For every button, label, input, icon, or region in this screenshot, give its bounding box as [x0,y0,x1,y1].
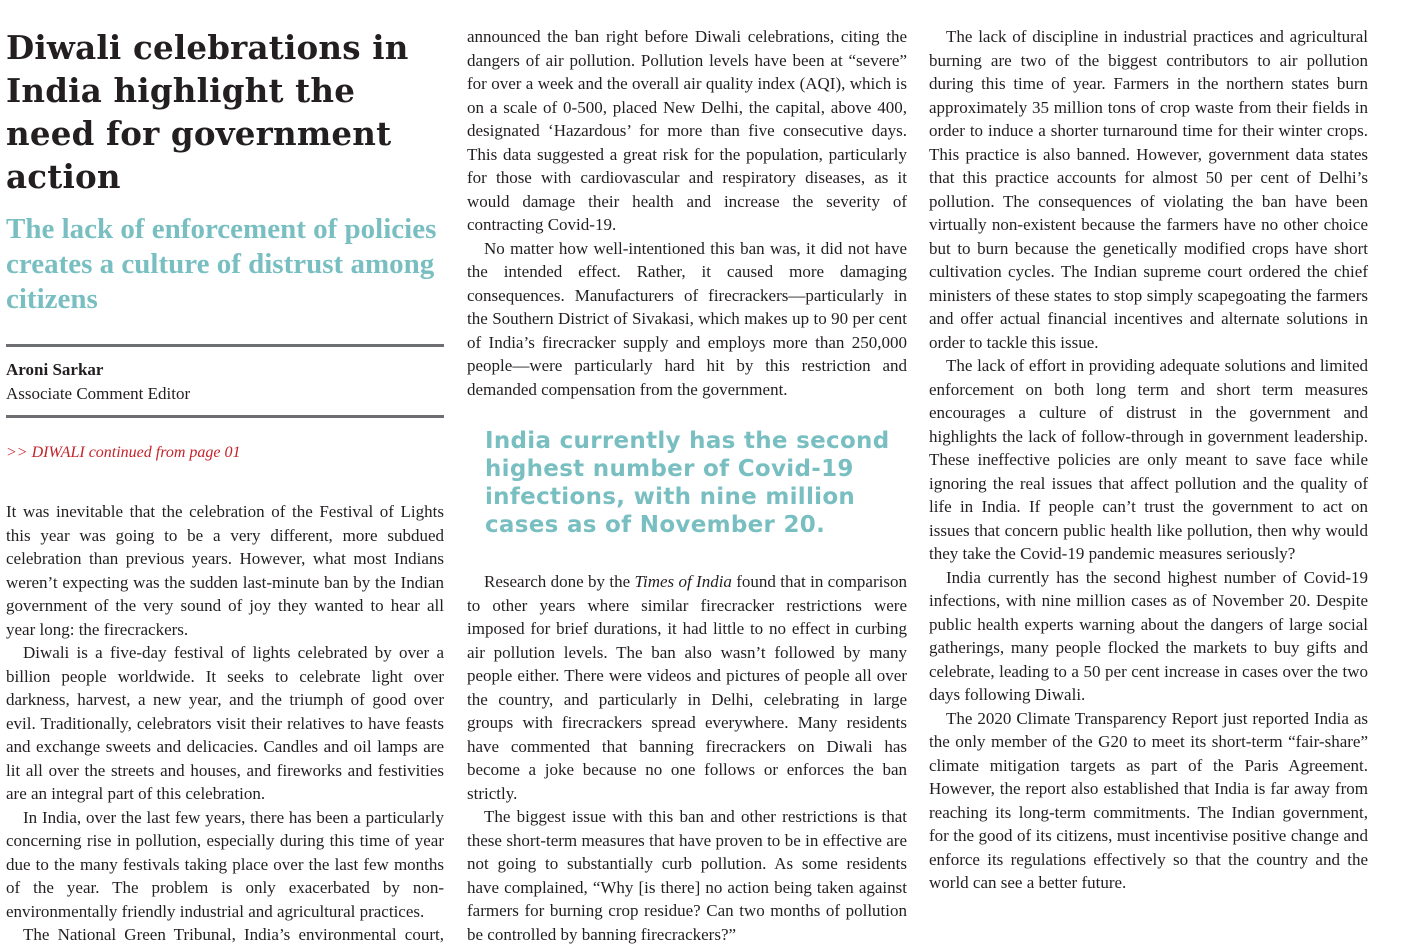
author-name: Aroni Sarkar [6,360,104,379]
divider-bottom [6,415,444,418]
column-2 [467,0,907,946]
author-title: Associate Comment Editor [6,383,191,403]
body-paragraph [467,570,907,805]
body-paragraph: The biggest issue with this ban and other restrictions is that these short-term measures that have proven to be in effective are not going to substantially curb pollution. As some residents have complained, “Why [is there] no action being taken against farmers for burning crop residue? Can two months of pollution be controlled by banning firecrackers?” [467,807,907,944]
headline: Diwali celebrations in India highlight the need for government action [6,28,409,196]
byline [6,358,444,405]
research-text-start: Research done by the [484,572,635,591]
publication-name: Times of India [634,572,732,591]
pull-quote: India currently has the second highest number of Covid-19 infections, with nine million cases as of November 20. [485,428,890,538]
body-paragraph: India currently has the second highest number of Covid-19 infections, with nine million cases as of November 20. Despite public health experts warning about the dangers of large social gatherings, many people flocked the markets to buy gifts and celebrate, leading to a 50 per cent increase in cases over the two days following Diwali. [929,567,1368,704]
body-paragraph: announced the ban right before Diwali celebrations, citing the dangers of air pollution. Pollution levels have been at “severe” for over a week and the overall air quality index (AQI), which is on a scale of 0-500, placed New Delhi, the capital, above 400, designated ‘Hazardous’ for more than five consecutive days. This data suggested a great risk for the population, particularly for those with cardiovascular and respiratory diseases, as it would damage their health and increase the severity of contracting Covid-19. [467,27,907,234]
column-1 [6,0,444,947]
column-3 [929,0,1368,895]
body-paragraph: The lack of effort in providing adequate solutions and limited enforcement on both long term and short term measures encourages a culture of distrust in the government and highlights the lack of follow-through in government leadership. These ineffective policies are only meant to save face while ignoring the real issues that affect pollution and the quality of life in India. If people can’t trust the government to act on issues that concern public health like pollution, then why would they take the Covid-19 pandemic measures seriously? [929,356,1368,563]
body-paragraph: No matter how well-intentioned this ban was, it did not have the intended effect. Rather, it caused more damaging consequences. Manufacturers of firecrackers—particularly in the Southern District of Sivakasi, which makes up to 90 per cent of India’s firecracker supply and employs more than 250,000 people—were particularly hard hit by this restriction and demanded compensation from the government. [467,238,907,399]
deck-subheadline: The lack of enforcement of policies creates a culture of distrust among citizens [6,213,437,315]
research-text-end: found that in comparison to other years where similar firecracker restrictions were imposed for brief durations, it had little to no effect in curbing air pollution levels. The ban also wasn’t followed by many people either. There were videos and pictures of people all over the country, and particularly in Delhi, celebrating in large groups with firecrackers spread everywhere. Many residents have commented that banning firecrackers on Diwali has become a joke because no one follows or enforces the ban strictly. [467,572,907,803]
body-paragraph: Diwali is a five-day festival of lights celebrated by over a billion people worldwide. It seeks to celebrate light over darkness, harvest, a new year, and the triumph of good over evil. Traditionally, celebrators visit their relatives to have feasts and exchange sweets and delicacies. Candles and oil lamps are lit all over the streets and houses, and fireworks and festivities are an integral part of this celebration. [6,643,444,803]
body-paragraph: The lack of discipline in industrial practices and agricultural burning are two of the biggest contributors to air pollution during this time of year. Farmers in the northern states burn approximately 35 million tons of crop waste from their fields in order to induce a shorter turnaround time for their winter crops. This practice is also banned. However, government data states that this practice accounts for almost 50 per cent of Delhi’s pollution. The consequences of violating the ban have been virtually non-existent because the farmers have no other choice but to burn because the genetically modified crops have short cultivation cycles. The Indian supreme court ordered the chief ministers of these states to stop simply scapegoating the farmers and offer actual financial incentives and alternate solutions in order to tackle this issue. [929,27,1368,352]
body-paragraph: In India, over the last few years, there has been a particularly concerning rise in pollution, especially during this time of year due to the many festivals taking place over the last few months of the year. The problem is only exacerbated by non-environmentally friendly industrial and agricultural practices. [6,807,444,921]
body-paragraph: It was inevitable that the celebration of the Festival of Lights this year was going to be a very different, more subdued celebration than previous years. However, what most Indians weren’t expecting was the sudden last-minute ban by the Indian government of the very sound of joy they wanted to hear all year long: the firecrackers. [6,502,444,639]
continued-from-link[interactable]: >> DIWALI continued from page 01 [6,444,241,461]
divider-top [6,344,444,347]
body-paragraph: The National Green Tribunal, India’s environmental court, [23,925,444,944]
body-paragraph: The 2020 Climate Transparency Report just reported India as the only member of the G20 to meet its short-term “fair-share” climate mitigation targets as part of the Paris Agreement. However, the report also established that India is far away from reaching its long-term commitments. The Indian government, for the good of its citizens, must incentivise positive change and enforce its regulations effectively so that the country and the world can see a better future. [929,708,1368,892]
